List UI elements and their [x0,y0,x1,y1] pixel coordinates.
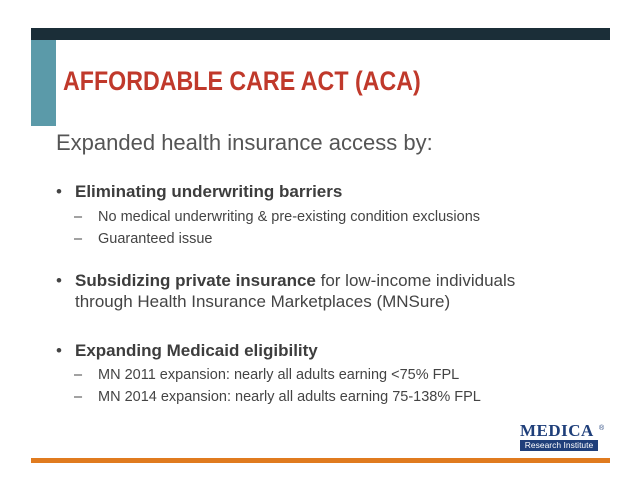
sub-bullet-text: Guaranteed issue [98,231,213,247]
sub-bullet [74,209,480,225]
bullet-bold-text: Eliminating underwriting barriers [75,182,343,201]
registered-mark: ® [599,425,605,432]
bullet-medicaid [56,341,318,361]
logo-subtitle: Research Institute [520,440,598,451]
medica-logo [520,421,604,451]
lead-text: Expanded health insurance access by: [56,130,433,155]
sub-bullet-text: No medical underwriting & pre-existing condition exclusions [98,209,481,225]
sub-bullet [74,389,481,405]
dash-icon: – [74,367,83,383]
dash-icon: – [74,231,83,247]
logo-name: MEDICA [520,421,594,440]
bullet-bold-text: Subsidizing private insurance [75,271,316,290]
sub-bullet-text: MN 2014 expansion: nearly all adults earning 75-138% FPL [98,389,481,405]
sub-bullet [74,367,459,383]
bullet-icon: • [56,341,62,360]
dash-icon: – [74,389,83,405]
bullet-bold-text: Expanding Medicaid eligibility [75,341,318,360]
sub-bullet-text: MN 2011 expansion: nearly all adults earning <75% FPL [98,367,460,383]
bullet-icon: • [56,271,62,290]
slide-title: AFFORDABLE CARE ACT (ACA) [63,66,421,96]
dash-icon: – [74,209,83,225]
bullet-subsidizing [56,271,515,291]
footer-accent-bar [31,458,610,463]
bullet-text: for low-income individuals [315,271,516,290]
sub-bullet [74,231,212,247]
bullet-continuation: through Health Insurance Marketplaces (MNSure) [75,292,451,311]
header-dark-bar [31,28,610,40]
bullet-icon: • [56,182,62,201]
bullet-underwriting [56,182,342,202]
